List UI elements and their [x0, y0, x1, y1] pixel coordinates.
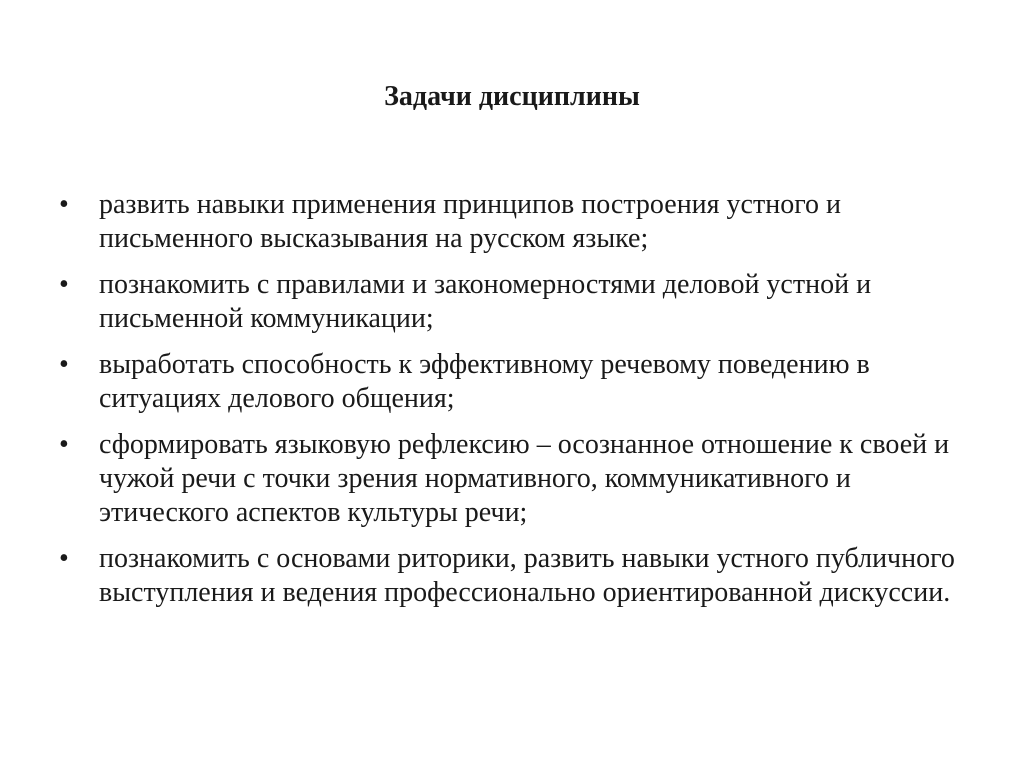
task-item: [55, 542, 975, 610]
task-text: познакомить с правилами и закономерностями деловой устной и письменной коммуникации;: [99, 269, 872, 334]
task-text: выработать способность к эффективному речевому поведению в ситуациях делового общения;: [99, 349, 870, 414]
slide-title: Задачи дисциплины: [384, 81, 640, 112]
task-item: [55, 188, 975, 256]
bullet-icon: •: [59, 189, 69, 220]
task-text: развить навыки применения принципов построения устного и письменного высказывания на русском языке;: [99, 189, 841, 254]
bullet-icon: •: [59, 349, 69, 380]
task-item: [55, 348, 975, 416]
task-text: познакомить с основами риторики, развить навыки устного публичного выступления и ведения профессионально ориентированной дискуссии.: [99, 543, 955, 608]
task-item: [55, 428, 975, 530]
bullet-icon: •: [59, 429, 69, 460]
bullet-icon: •: [59, 543, 69, 574]
bullet-icon: •: [59, 269, 69, 300]
task-item: [55, 268, 975, 336]
task-text: сформировать языковую рефлексию – осознанное отношение к своей и чужой речи с точки зрения нормативного, коммуникативного и этического аспектов культуры речи;: [99, 429, 950, 528]
task-list: [55, 188, 975, 622]
